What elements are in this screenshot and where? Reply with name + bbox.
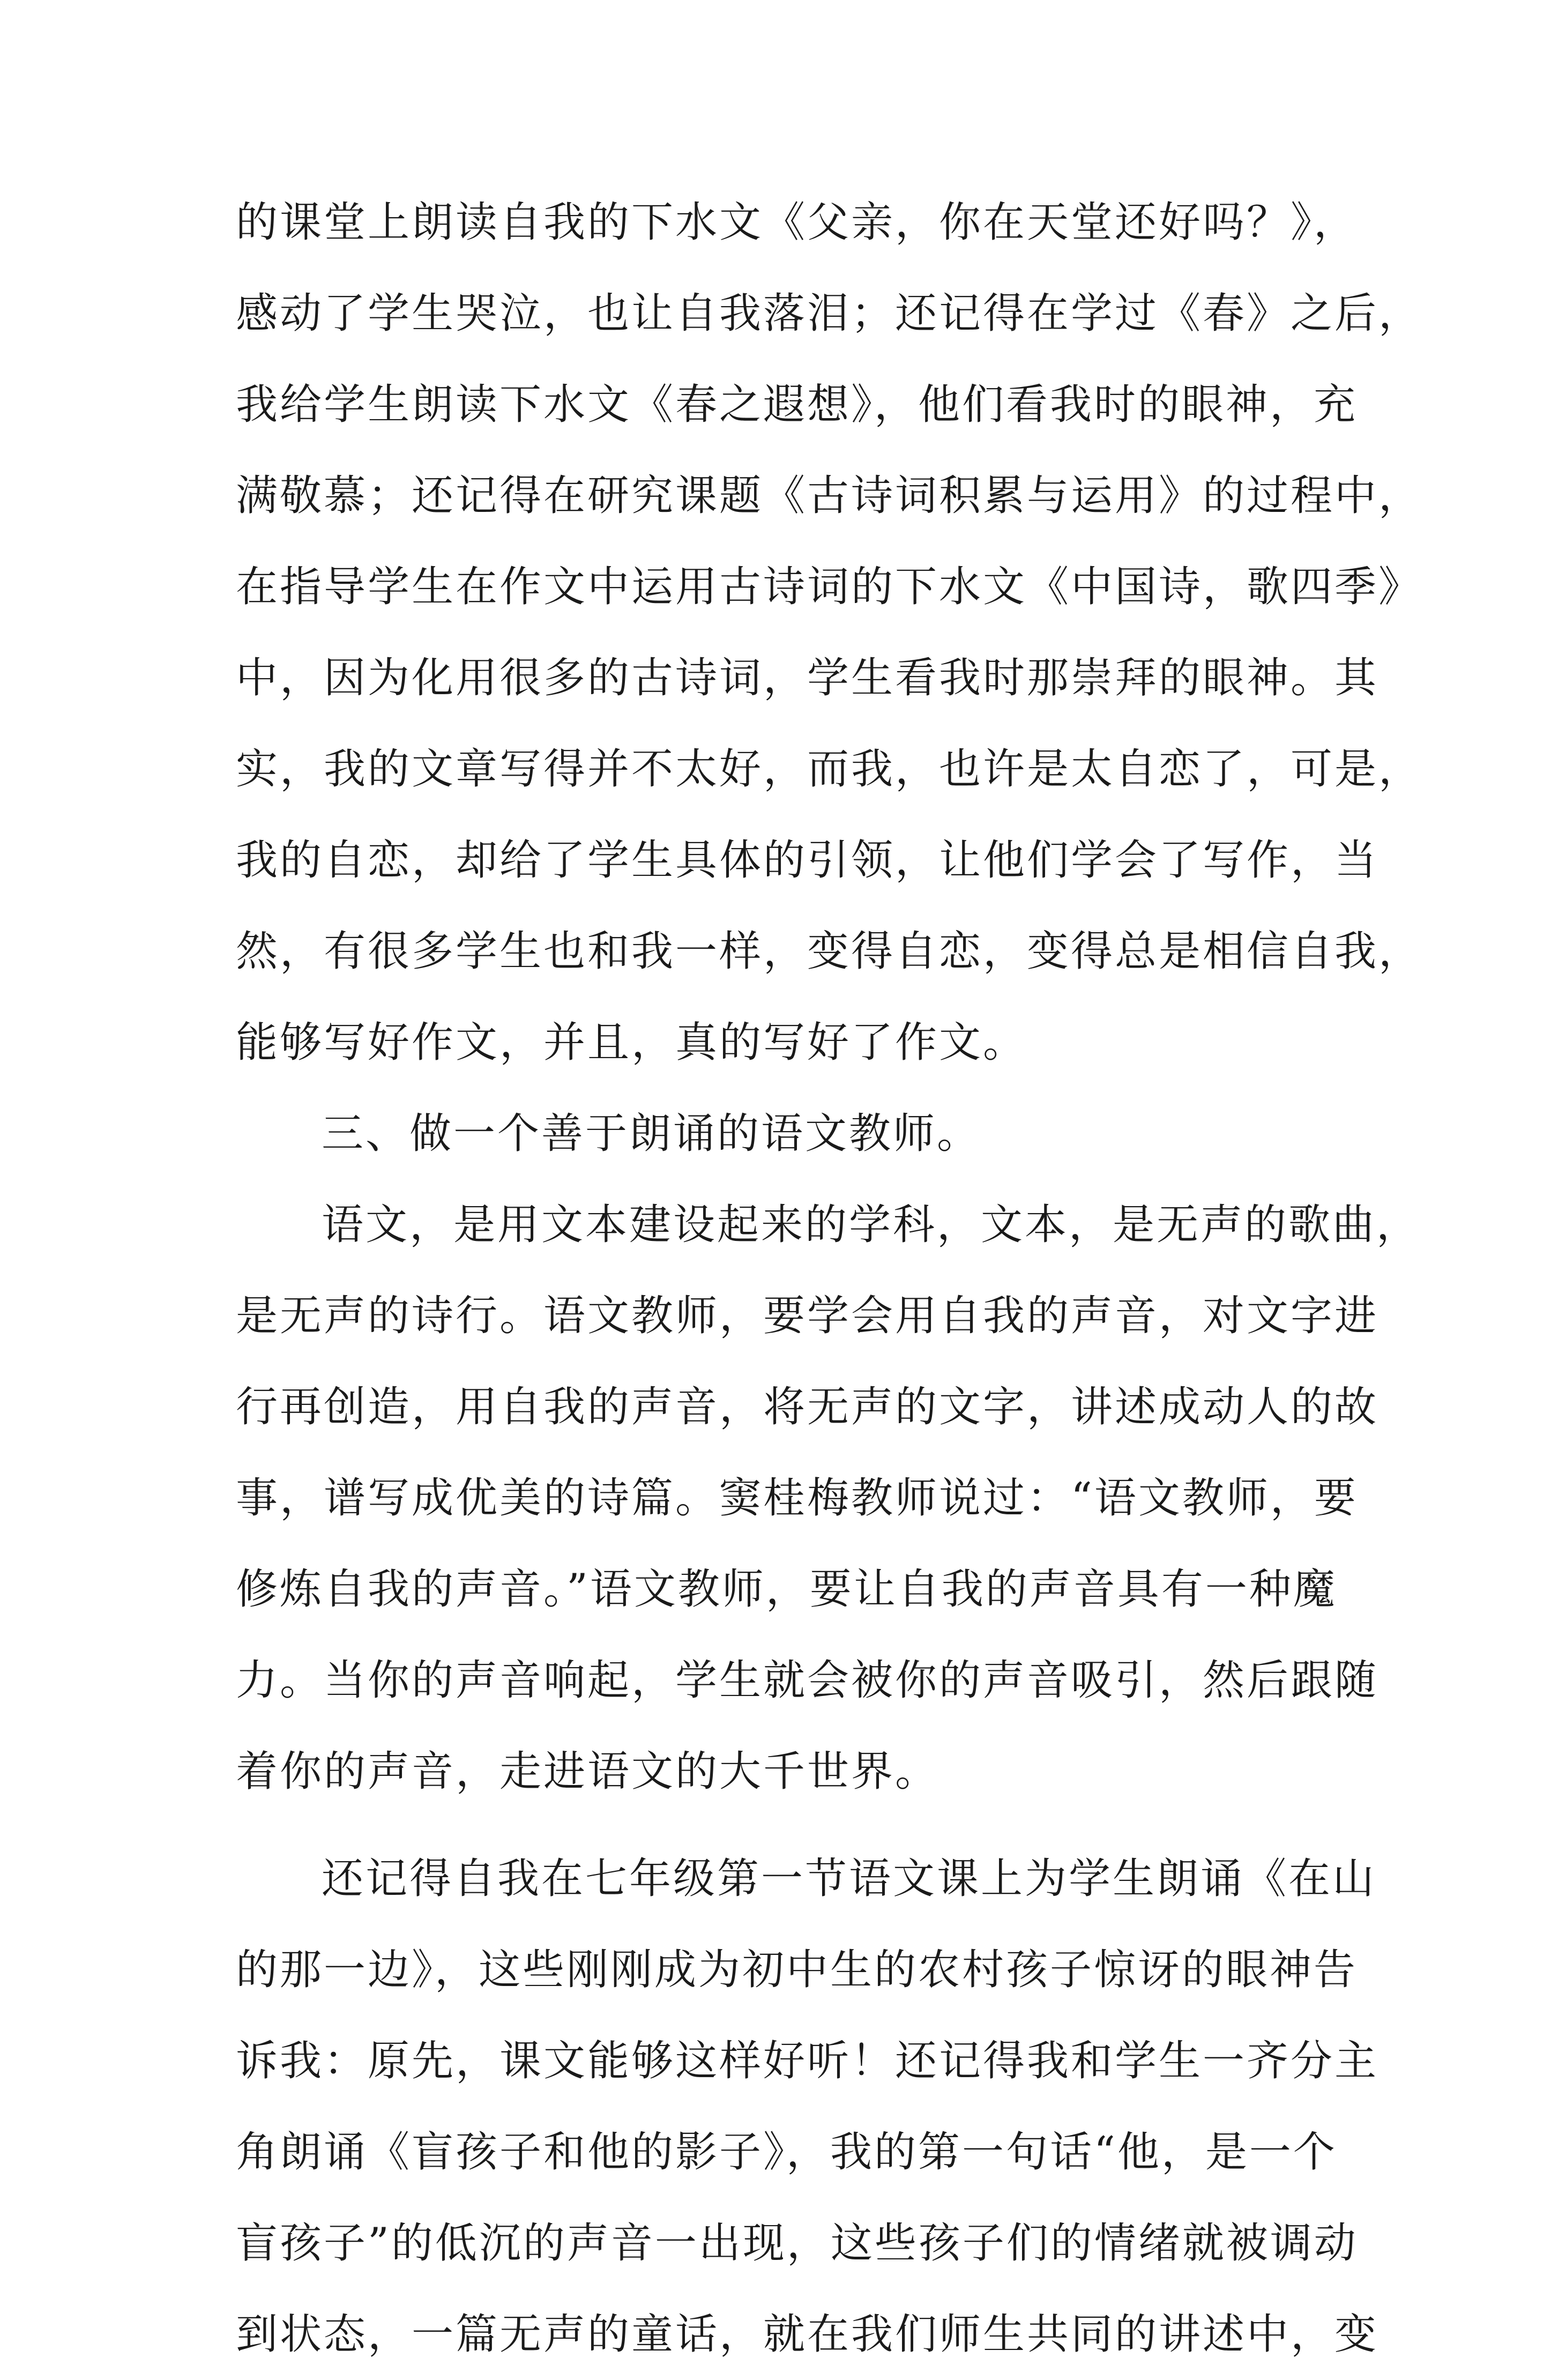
text-line: 的课堂上朗读自我的下水文《父亲，你在天堂还好吗？》，: [236, 198, 1358, 247]
paragraph-gap: [236, 1817, 1318, 1833]
paragraph-3: [236, 1179, 1421, 1817]
text-line: 然，有很多学生也和我一样，变得自恋，变得总是相信自我，: [236, 927, 1423, 976]
text-line: 事，谱写成优美的诗篇。窦桂梅教师说过：“语文教师，要: [236, 1474, 1358, 1522]
text-line: 角朗诵《盲孩子和他的影子》，我的第一句话“他，是一个: [236, 2128, 1337, 2176]
text-line: 我给学生朗读下水文《春之遐想》，他们看我时的眼神，充: [236, 381, 1358, 429]
text-line: 还记得自我在七年级第一节语文课上为学生朗诵《在山: [322, 1855, 1377, 1903]
paragraph-1: [236, 177, 1423, 1088]
text-line: 感动了学生哭泣，也让自我落泪；还记得在学过《春》之后，: [236, 289, 1423, 338]
text-line: 的那一边》，这些刚刚成为初中生的农村孩子惊讶的眼神告: [236, 1946, 1358, 1994]
text-line: 我的自恋，却给了学生具体的引领，让他们学会了写作，当: [236, 836, 1379, 884]
text-line: 盲孩子”的低沉的声音一出现，这些孩子们的情绪就被调动: [236, 2219, 1358, 2267]
text-line: 在指导学生在作文中运用古诗词的下水文《中国诗，歌四季》: [236, 563, 1423, 611]
text-line: 实，我的文章写得并不太好，而我，也许是太自恋了，可是，: [236, 745, 1423, 793]
section-heading: [236, 1088, 1318, 1179]
text-line: 力。当你的声音响起，学生就会被你的声音吸引，然后跟随: [236, 1656, 1379, 1705]
text-line: 到状态，一篇无声的童话，就在我们师生共同的讲述中，变: [236, 2310, 1379, 2359]
text-line: 诉我：原先，课文能够这样好听！还记得我和学生一齐分主: [236, 2037, 1379, 2085]
text-line: 行再创造，用自我的声音，将无声的文字，讲述成动人的故: [236, 1383, 1379, 1431]
body-text: [236, 177, 1423, 2380]
text-line: 中，因为化用很多的古诗词，学生看我时那崇拜的眼神。其: [236, 654, 1379, 702]
text-line: 是无声的诗行。语文教师，要学会用自我的声音，对文字进: [236, 1292, 1379, 1340]
text-line: 满敬慕；还记得在研究课题《古诗词积累与运用》的过程中，: [236, 472, 1423, 520]
text-line: 着你的声音，走进语文的大千世界。: [236, 1747, 939, 1796]
heading-text: 三、做一个善于朗诵的语文教师。: [322, 1110, 981, 1158]
paragraph-4: [236, 1833, 1379, 2380]
text-line: 语文，是用文本建设起来的学科，文本，是无声的歌曲，: [322, 1201, 1421, 1249]
text-line: 能够写好作文，并且，真的写好了作文。: [236, 1018, 1027, 1067]
text-line: 修炼自我的声音。”语文教师，要让自我的声音具有一种魔: [236, 1565, 1337, 1613]
